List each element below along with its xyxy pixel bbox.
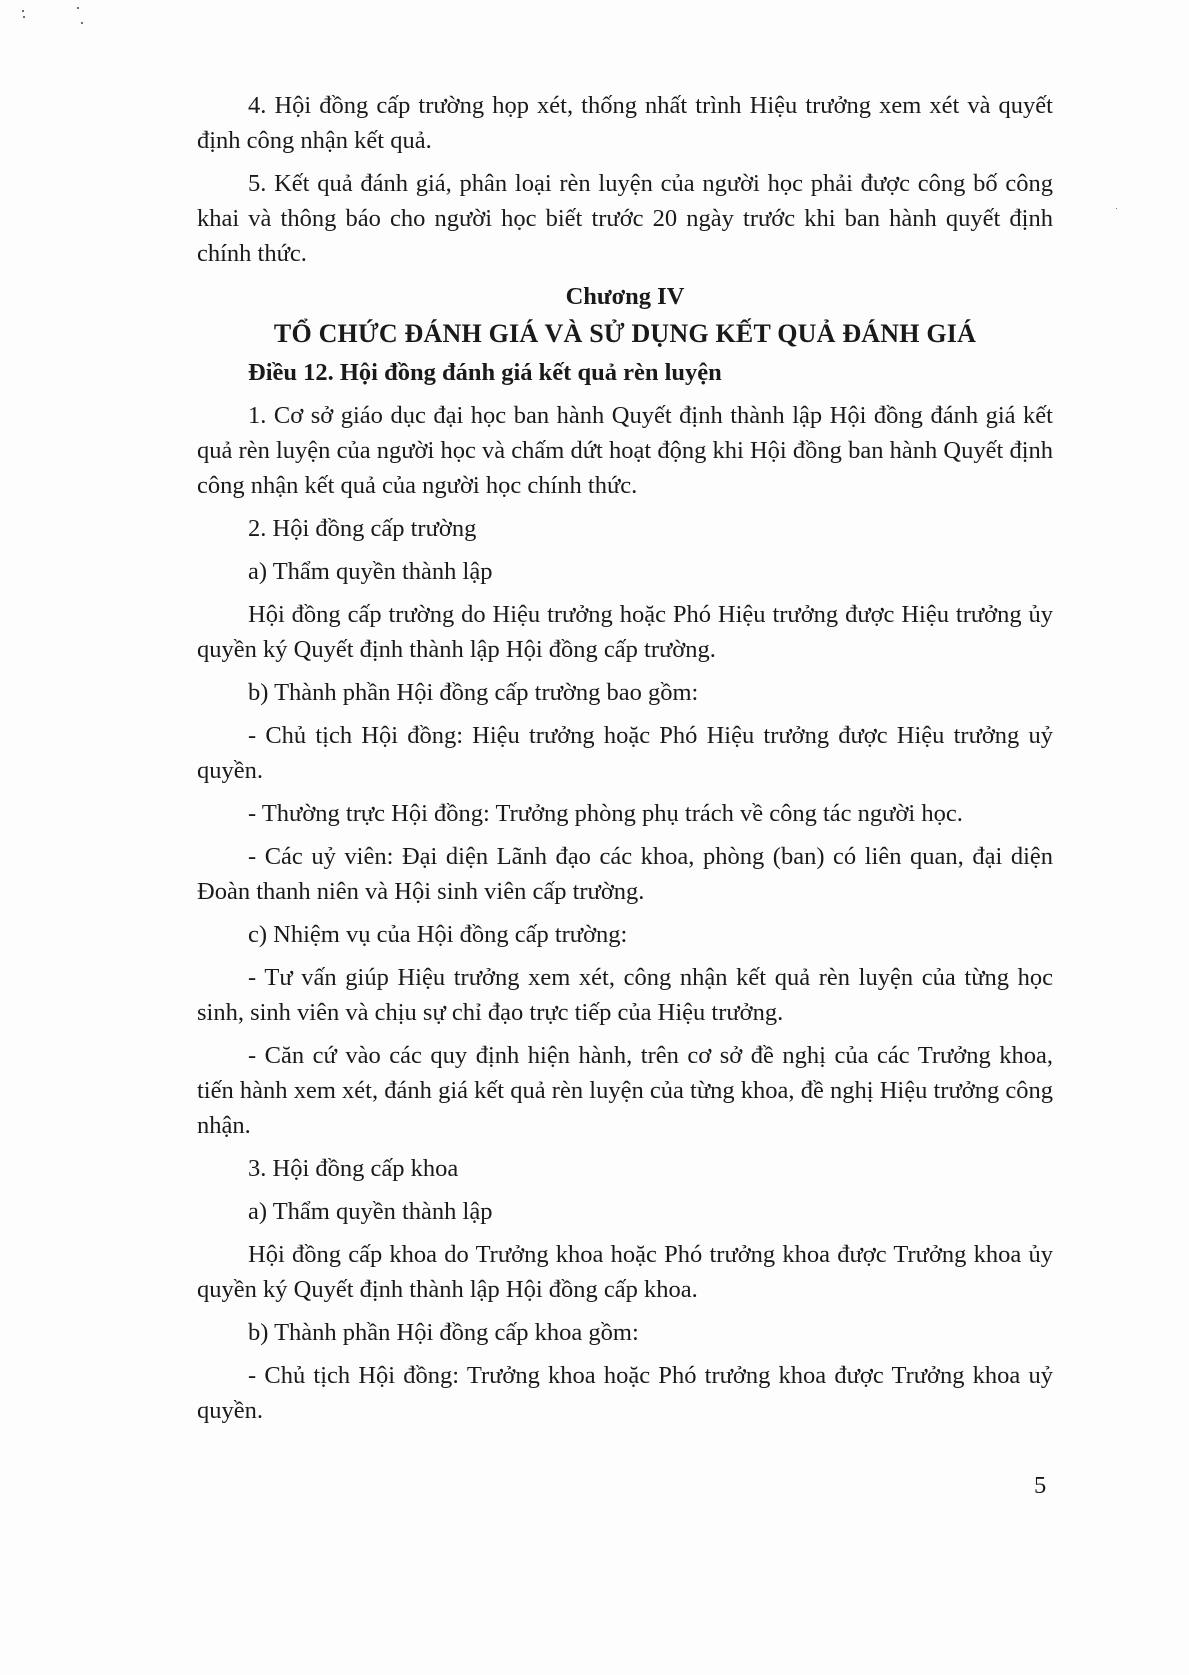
paragraph: 4. Hội đồng cấp trường họp xét, thống nhất trình Hiệu trưởng xem xét và quyết định công nhận kết quả. — [197, 92, 1053, 154]
paragraph: - Căn cứ vào các quy định hiện hành, trên cơ sở đề nghị của các Trưởng khoa, tiến hành xem xét, đánh giá kết quả rèn luyện của từng khoa, đề nghị Hiệu trưởng công nhận. — [197, 1042, 1053, 1139]
paragraph: a) Thẩm quyền thành lập — [248, 1198, 493, 1225]
paragraph: - Tư vấn giúp Hiệu trưởng xem xét, công nhận kết quả rèn luyện của từng học sinh, sinh viên và chịu sự chỉ đạo trực tiếp của Hiệu trưởng. — [197, 964, 1053, 1026]
chapter-label: Chương IV — [565, 283, 685, 310]
scan-speck — [77, 7, 79, 9]
scan-speck — [23, 16, 25, 18]
paragraph: 3. Hội đồng cấp khoa — [248, 1155, 459, 1182]
paragraph: a) Thẩm quyền thành lập — [248, 558, 493, 585]
page-number: 5 — [1034, 1472, 1047, 1499]
paragraph: - Các uỷ viên: Đại diện Lãnh đạo các khoa, phòng (ban) có liên quan, đại diện Đoàn thanh niên và Hội sinh viên cấp trường. — [197, 843, 1053, 905]
document-body — [197, 88, 1053, 1436]
paragraph: - Chủ tịch Hội đồng: Hiệu trưởng hoặc Phó Hiệu trưởng được Hiệu trưởng uỷ quyền. — [197, 722, 1053, 784]
scan-speck — [1116, 208, 1117, 209]
paragraph: - Thường trực Hội đồng: Trưởng phòng phụ trách về công tác người học. — [248, 800, 963, 827]
scan-speck — [22, 10, 24, 12]
paragraph: - Chủ tịch Hội đồng: Trưởng khoa hoặc Phó trưởng khoa được Trưởng khoa uỷ quyền. — [197, 1362, 1053, 1424]
paragraph: Hội đồng cấp trường do Hiệu trưởng hoặc Phó Hiệu trưởng được Hiệu trưởng ủy quyền ký Quyết định thành lập Hội đồng cấp trường. — [197, 601, 1053, 663]
scan-speck — [81, 22, 83, 24]
paragraph: b) Thành phần Hội đồng cấp trường bao gồm: — [248, 679, 699, 706]
paragraph: Hội đồng cấp khoa do Trưởng khoa hoặc Phó trưởng khoa được Trưởng khoa ủy quyền ký Quyết định thành lập Hội đồng cấp khoa. — [197, 1241, 1053, 1303]
paragraph: b) Thành phần Hội đồng cấp khoa gồm: — [248, 1319, 639, 1346]
chapter-title: TỔ CHỨC ĐÁNH GIÁ VÀ SỬ DỤNG KẾT QUẢ ĐÁNH GIÁ — [273, 319, 977, 348]
paragraph: 2. Hội đồng cấp trường — [248, 515, 477, 542]
paragraph: 1. Cơ sở giáo dục đại học ban hành Quyết định thành lập Hội đồng đánh giá kết quả rèn luyện của người học và chấm dứt hoạt động khi Hội đồng ban hành Quyết định công nhận kết quả của người học chính thức. — [197, 402, 1053, 499]
article-title: Điều 12. Hội đồng đánh giá kết quả rèn luyện — [248, 359, 722, 386]
paragraph: 5. Kết quả đánh giá, phân loại rèn luyện của người học phải được công bố công khai và thông báo cho người học biết trước 20 ngày trước khi ban hành quyết định chính thức. — [197, 170, 1053, 267]
paragraph: c) Nhiệm vụ của Hội đồng cấp trường: — [248, 921, 628, 948]
